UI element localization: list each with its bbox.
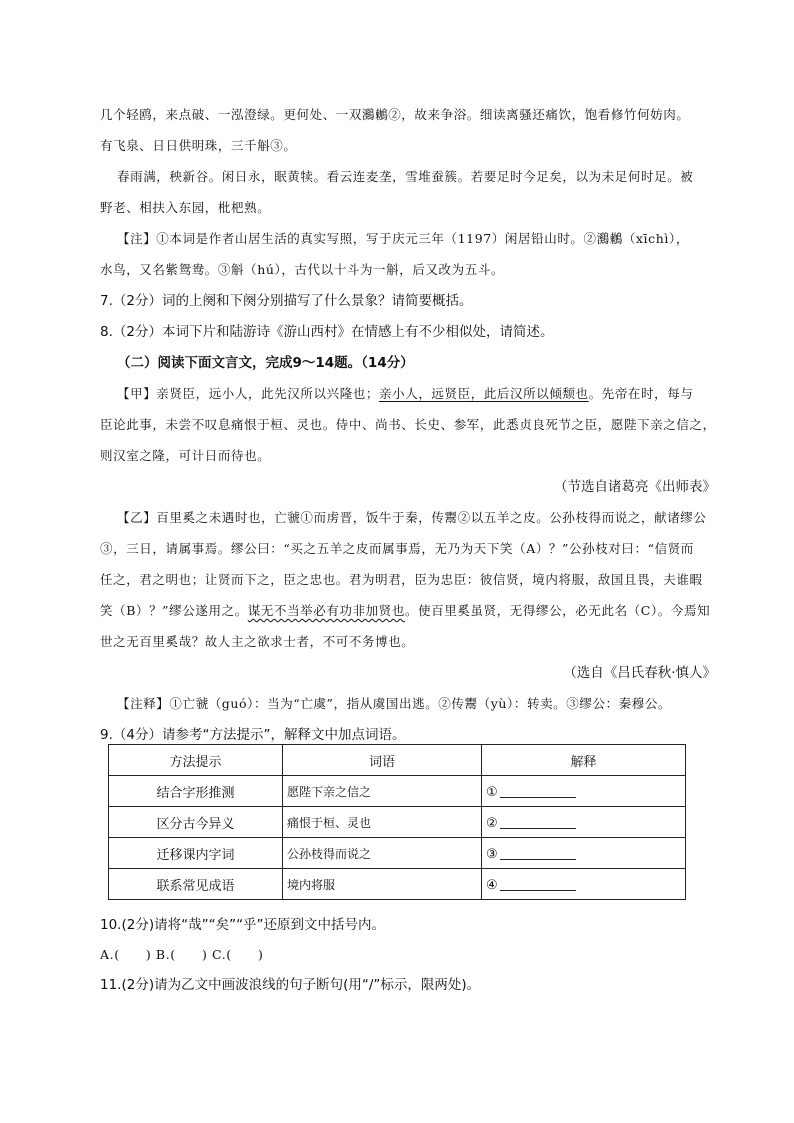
yi-text-c: 。使百里奚虽贤，无得缪公，必无此名（C）。今焉知: [404, 603, 711, 618]
answer-cell[interactable]: [482, 776, 686, 807]
passage-yi-line-2: ③，三日，请属事焉。缪公曰：“买之五羊之皮而属事焉，无乃为天下笑（A）？”公孙枝对曰：“信贤而: [100, 541, 694, 556]
poem-line-4: 野老、相扶入东园，枇杷熟。: [100, 200, 271, 215]
passage-yi-notes: 【注释】①亡虢（guó）：当为“亡虞”，指从虞国出逃。②传鬻（yù）：转卖。③缪公：秦穆公。: [117, 696, 672, 711]
method-cell: 区分古今异义: [109, 807, 283, 838]
poem-line-2: 有飞泉、日日供明珠，三千斛③。: [100, 138, 297, 153]
answer-number: ④: [486, 877, 498, 893]
answer-cell[interactable]: [482, 869, 686, 900]
method-cell: 结合字形推测: [109, 776, 283, 807]
yi-wavy-sentence: 谋无不当举必有功非加贤也: [247, 603, 405, 618]
jia-underlined-sentence: 亲小人，远贤臣，此后汉所以倾颓也: [379, 386, 589, 401]
jia-text-a: 【甲】亲贤臣，远小人，此先汉所以兴隆也；: [117, 386, 380, 401]
method-cell: 联系常见成语: [109, 869, 283, 900]
header-method: 方法提示: [109, 745, 283, 776]
table-row: [109, 838, 686, 869]
poem-note-line-2: 水鸟，又名紫鸳鸯。③斛（hú），古代以十斗为一斛，后又改为五斗。: [100, 262, 505, 277]
passage-jia-line-3: 则汉室之隆，可计日而待也。: [100, 448, 271, 463]
answer-blank[interactable]: [500, 876, 576, 891]
method-cell: 迁移课内字词: [109, 838, 283, 869]
answer-blank[interactable]: [500, 845, 576, 860]
passage-yi-line-5: 世之无百里奚哉？故人主之欲求士者，不可不务博也。: [100, 634, 415, 649]
table-row: [109, 869, 686, 900]
poem-note-line-1: 【注】①本词是作者山居生活的真实写照，写于庆元三年（1197）闲居铅山时。②鸂鶒（xīchì），: [117, 231, 689, 246]
answer-cell[interactable]: [482, 807, 686, 838]
table-header-row: [109, 745, 686, 776]
poem-line-1: 几个轻鸥，来点破、一泓澄绿。更何处、一双鸂鶒②，故来争浴。细读离骚还痛饮，饱看修竹何妨肉。: [100, 107, 690, 122]
jia-text-c: 。先帝在时，每与: [588, 386, 694, 401]
answer-blank[interactable]: [500, 814, 576, 829]
poem-line-3: 春雨满，秧新谷。闲日永，眠黄犊。看云连麦垄，雪堆蚕簇。若要足时今足矣，以为未足何时足。被: [117, 169, 694, 184]
passage-yi-line-3: 任之，君之明也；让贤而下之，臣之忠也。君为明君，臣为忠臣：彼信贤，境内将服，敌国且畏，夫谁暇: [100, 572, 703, 587]
passage-jia-line-1: [117, 385, 693, 403]
method-table: [108, 744, 686, 900]
passage-yi-line-1: 【乙】百里奚之未遇时也，亡虢①而虏晋，饭牛于秦，传鬻②以五羊之皮。公孙枝得而说之，献诸缪公: [117, 510, 707, 525]
phrase-cell: 公孙枝得而说之: [283, 838, 482, 869]
header-phrase: 词语: [283, 745, 482, 776]
passage-jia-source: （节选自诸葛亮《出师表》: [554, 479, 716, 495]
question-8: 8.（2分）本词下片和陆游诗《游山西村》在情感上有不少相似处，请简述。: [100, 324, 554, 340]
phrase-cell: 愿陛下亲之信之: [283, 776, 482, 807]
passage-yi-source: （选自《吕氏春秋·慎人》: [563, 665, 716, 681]
answer-number: ②: [486, 815, 498, 831]
phrase-cell: 境内将服: [283, 869, 482, 900]
answer-number: ③: [486, 846, 498, 862]
question-10-options[interactable]: A.( ) B.( ) C.( ): [100, 947, 264, 962]
question-7: 7.（2分）词的上阕和下阕分别描写了什么景象？请简要概括。: [100, 293, 473, 309]
question-9: 9.（4分）请参考“方法提示”，解释文中加点词语。: [100, 727, 406, 743]
section-2-heading: （二）阅读下面文言文，完成9～14题。（14分）: [117, 355, 414, 371]
table-row: [109, 776, 686, 807]
answer-blank[interactable]: [500, 783, 576, 798]
header-explanation: 解释: [482, 745, 686, 776]
answer-cell[interactable]: [482, 838, 686, 869]
answer-number: ①: [486, 784, 498, 800]
question-10: 10.(2分)请将“哉”“矣”“乎”还原到文中括号内。: [100, 917, 386, 933]
yi-text-a: 笑（B）？”缪公遂用之。: [100, 603, 248, 618]
question-11: 11.(2分)请为乙文中画波浪线的句子断句(用“/”标示，限两处)。: [100, 977, 481, 993]
phrase-cell: 痛恨于桓、灵也: [283, 807, 482, 838]
table-row: [109, 807, 686, 838]
passage-jia-line-2: 臣论此事，未尝不叹息痛恨于桓、灵也。侍中、尚书、长史、参军，此悉贞良死节之臣，愿陛下亲之信之，: [100, 417, 716, 432]
passage-yi-line-4: [100, 602, 710, 620]
